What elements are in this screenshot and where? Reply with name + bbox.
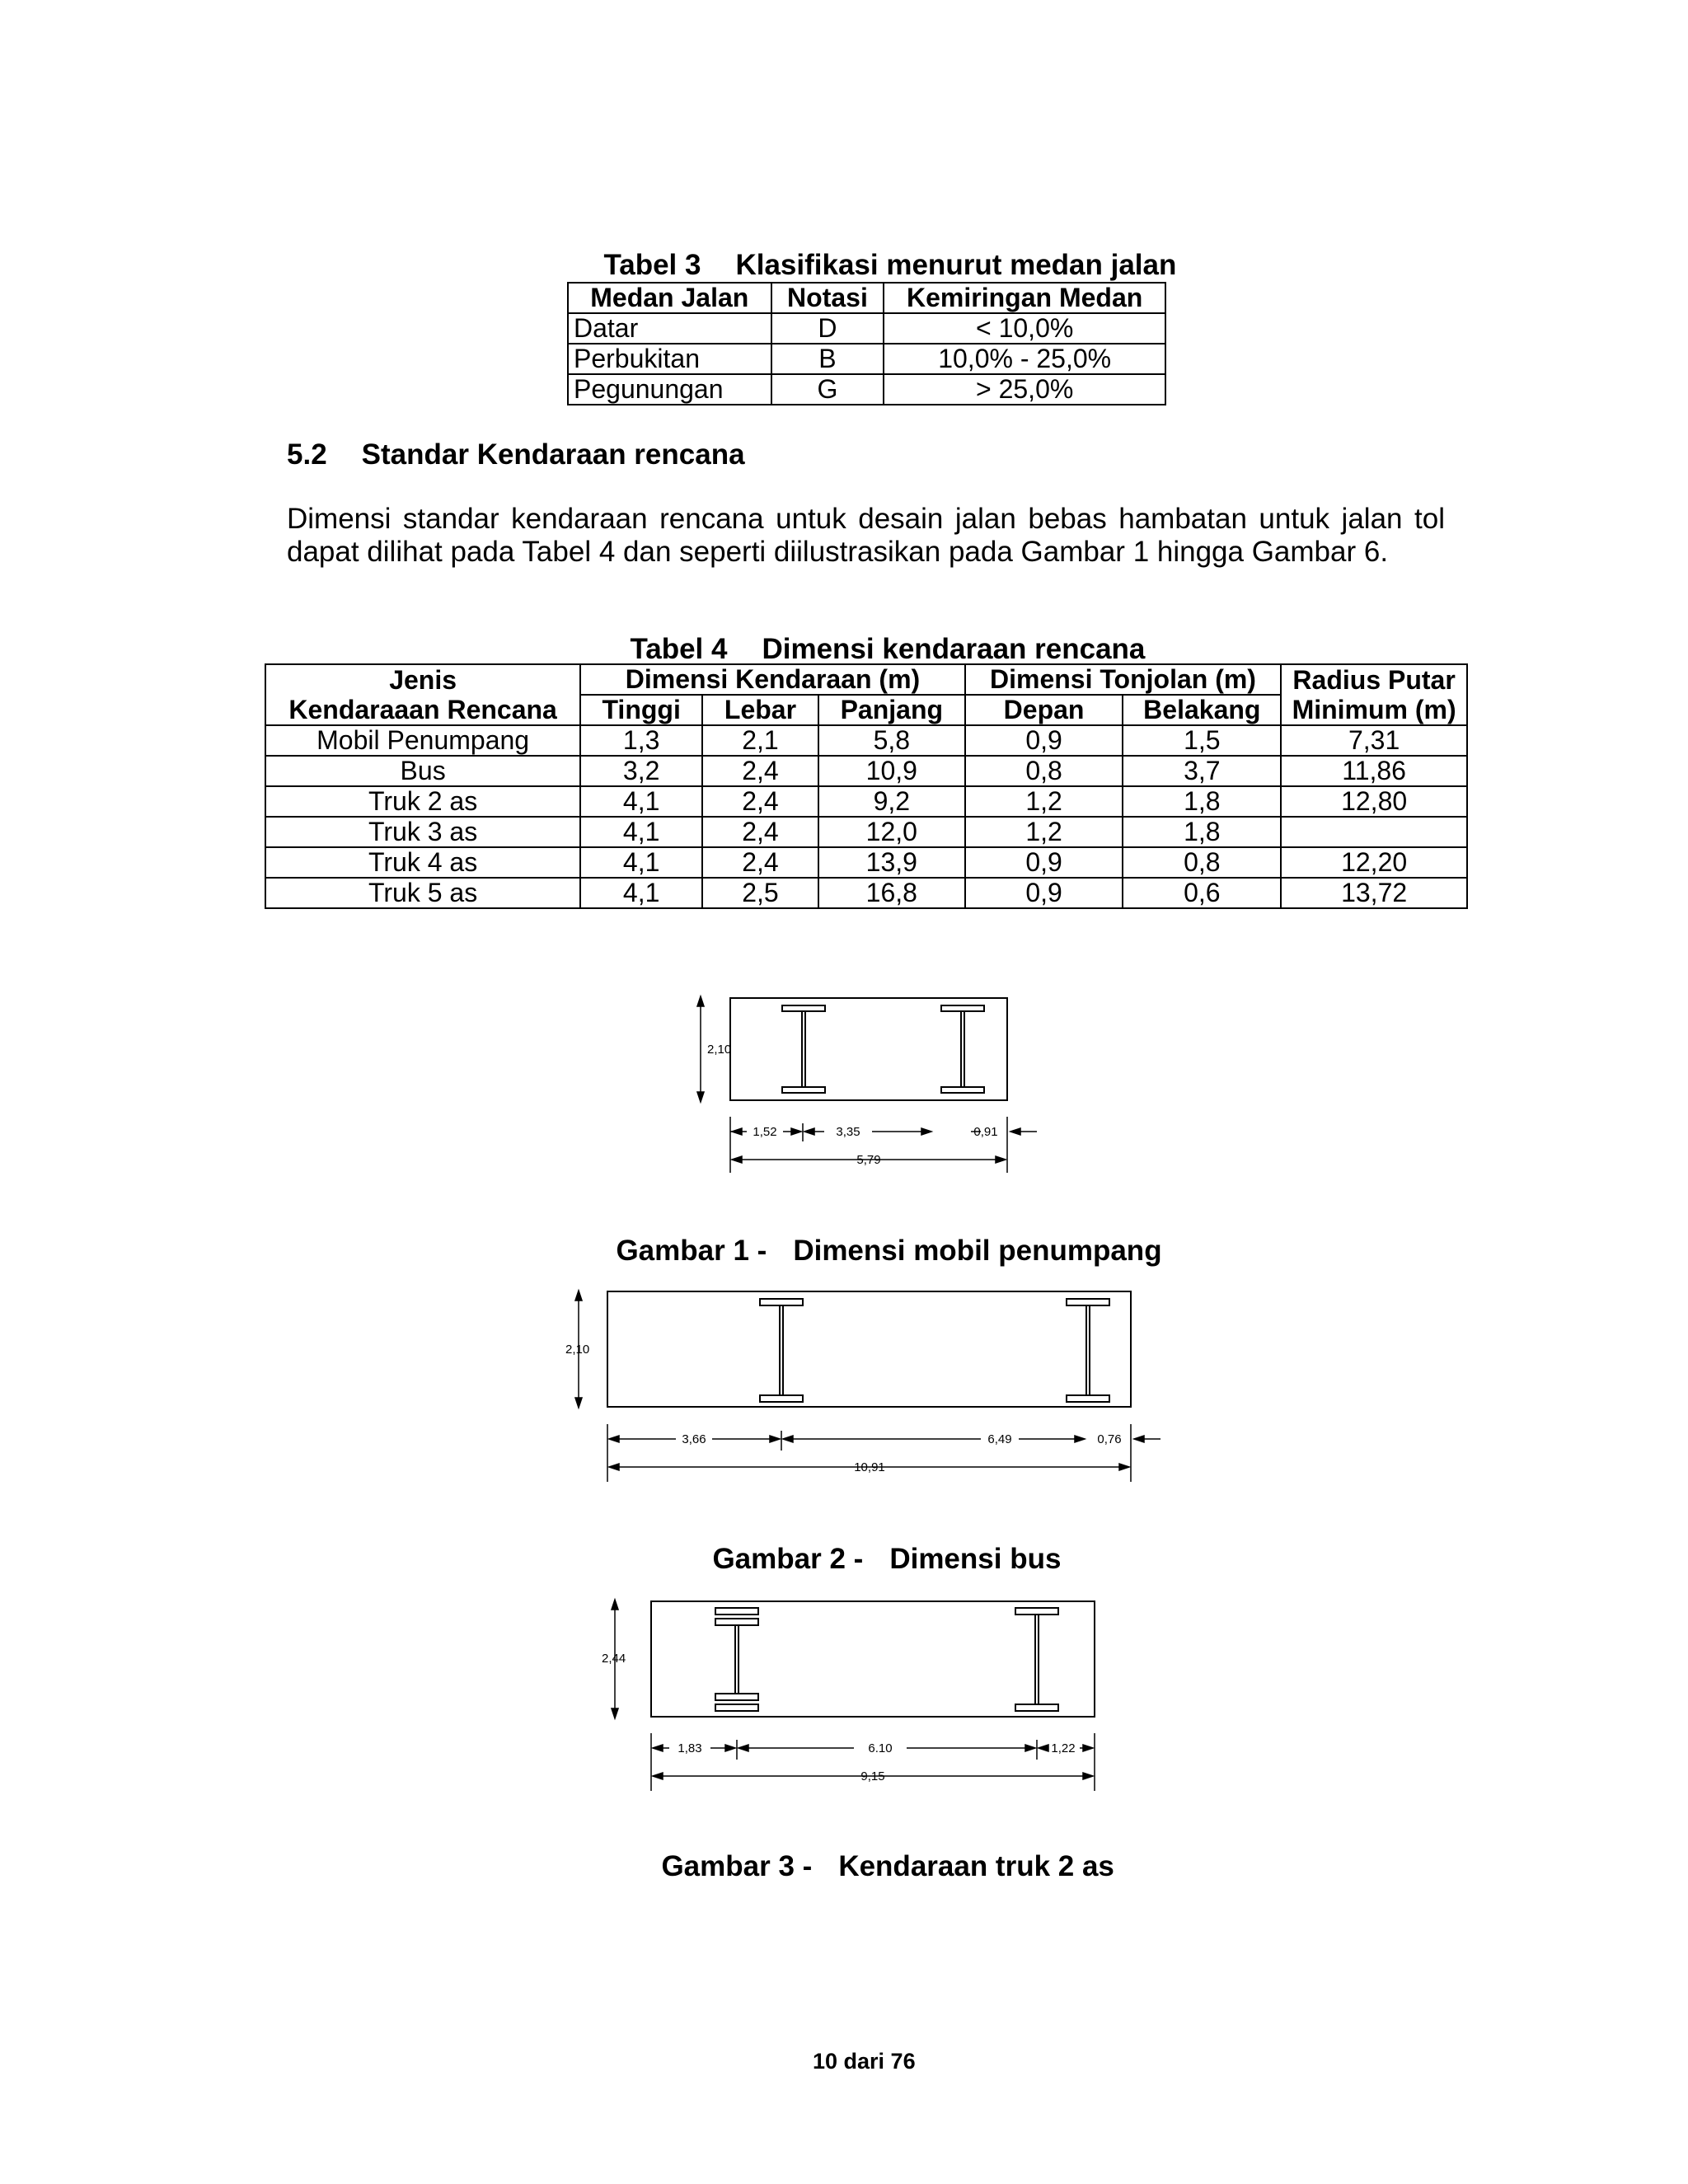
table3-caption-title: Klasifikasi menurut medan jalan (735, 249, 1177, 281)
paragraph-line: dapat dilihat pada Tabel 4 dan seperti diilustrasikan pada Gambar 1 hingga Gambar 6. (287, 536, 1389, 568)
figure3-diagram (593, 1595, 1104, 1801)
wheel (715, 1619, 758, 1625)
table4-cell: 10,9 (818, 756, 965, 786)
table4-body (265, 725, 1467, 908)
table3-cell: Perbukitan (568, 344, 771, 374)
wheel (941, 1005, 984, 1011)
table4-cell: 11,86 (1281, 756, 1467, 786)
table4-cell: 4,1 (580, 817, 702, 847)
figure2-caption (696, 1510, 1061, 1576)
table4-cell: 1,2 (965, 786, 1123, 817)
table4-cell: 0,8 (965, 756, 1123, 786)
wheel (715, 1694, 758, 1700)
table4-cell: 12,80 (1281, 786, 1467, 817)
table4-cell: 13,72 (1281, 878, 1467, 908)
section-title: Standar Kendaraan rencana (361, 438, 745, 471)
fig3-width-label: 2,44 (602, 1652, 626, 1666)
table4-cell: 7,31 (1281, 725, 1467, 756)
table3-header-kemiringan: Kemiringan Medan (884, 283, 1165, 313)
fig1-dim-b: 3,35 (836, 1125, 860, 1139)
figure3-caption (645, 1817, 1114, 1883)
table3-header-row (568, 283, 1165, 313)
table4-caption (614, 600, 1145, 666)
fig1-total: 5,79 (856, 1153, 881, 1167)
table4-cell: 4,1 (580, 878, 702, 908)
wheel (715, 1704, 758, 1711)
figure2-caption-number: Gambar 2 - (712, 1543, 864, 1575)
table4-cell: 13,9 (818, 847, 965, 878)
wheel (941, 1087, 984, 1093)
table4-cell: 2,4 (702, 817, 818, 847)
fig2-dim-a: 3,66 (682, 1432, 706, 1446)
figure3-caption-number: Gambar 3 - (661, 1850, 813, 1882)
table4-cell: Truk 2 as (265, 786, 580, 817)
table-row (568, 374, 1165, 405)
vehicle-outline (607, 1291, 1131, 1407)
fig2-dim-c: 0,76 (1097, 1432, 1122, 1446)
table4-cell: 1,2 (965, 817, 1123, 847)
table4-cell: 4,1 (580, 786, 702, 817)
table4-header-belakang: Belakang (1123, 695, 1281, 725)
table-row (265, 817, 1467, 847)
table3 (567, 282, 1166, 405)
table4-header-radius-2: Minimum (m) (1281, 695, 1467, 725)
table4-header-dimensi-kendaraan: Dimensi Kendaraan (m) (580, 664, 964, 695)
table4-cell: 3,2 (580, 756, 702, 786)
table3-cell: G (771, 374, 884, 405)
table3-header-medan: Medan Jalan (568, 283, 771, 313)
wheel (1067, 1395, 1109, 1402)
paragraph-line: Dimensi standar kendaraan rencana untuk desain jalan bebas hambatan untuk jalan tol (287, 503, 1445, 535)
table4-header-row (265, 664, 1467, 695)
table4-cell: 0,8 (1123, 847, 1281, 878)
table4-cell (1281, 817, 1467, 847)
figure1-caption-title: Dimensi mobil penumpang (793, 1235, 1162, 1267)
table4-caption-title: Dimensi kendaraan rencana (762, 633, 1146, 665)
table4-cell: 2,4 (702, 847, 818, 878)
table-row (568, 344, 1165, 374)
fig3-dim-a: 1,83 (678, 1741, 702, 1755)
table4-header-tinggi: Tinggi (580, 695, 702, 725)
table4-cell: 3,7 (1123, 756, 1281, 786)
table4-header-depan: Depan (965, 695, 1123, 725)
table4-cell: 12,20 (1281, 847, 1467, 878)
table3-cell: Datar (568, 313, 771, 344)
table4-cell: 1,5 (1123, 725, 1281, 756)
table4-cell: 16,8 (818, 878, 965, 908)
wheel (760, 1299, 803, 1305)
fig2-dim-b: 6,49 (987, 1432, 1012, 1446)
fig1-dim-c: 0,91 (973, 1125, 998, 1139)
fig1-dim-a: 1,52 (753, 1125, 777, 1139)
table3-cell: D (771, 313, 884, 344)
table3-cell: < 10,0% (884, 313, 1165, 344)
table-row (265, 786, 1467, 817)
table4-caption-number: Tabel 4 (630, 633, 728, 665)
table4-cell: 5,8 (818, 725, 965, 756)
table4-cell: 0,9 (965, 878, 1123, 908)
page-number: 10 dari 76 (813, 2049, 916, 2074)
wheel (782, 1087, 825, 1093)
wheel (1015, 1608, 1058, 1615)
table-row (265, 756, 1467, 786)
table-row (265, 847, 1467, 878)
vehicle-outline (730, 998, 1007, 1100)
table4-cell: 2,1 (702, 725, 818, 756)
wheel (1015, 1704, 1058, 1711)
table4-header-radius: Radius Putar (1281, 664, 1467, 695)
fig3-dim-b: 6.10 (868, 1741, 893, 1755)
table-row (568, 313, 1165, 344)
table4-cell: 0,9 (965, 847, 1123, 878)
wheel (760, 1395, 803, 1402)
table4-cell: 1,8 (1123, 817, 1281, 847)
table4-cell: 2,5 (702, 878, 818, 908)
table4-cell: Mobil Penumpang (265, 725, 580, 756)
section-paragraph (287, 503, 1445, 569)
table3-cell: Pegunungan (568, 374, 771, 405)
table3-caption-number: Tabel 3 (603, 249, 701, 281)
table4-cell: 2,4 (702, 756, 818, 786)
table4-cell: 1,3 (580, 725, 702, 756)
table4-cell: 2,4 (702, 786, 818, 817)
figure1-diagram (684, 993, 1047, 1179)
table4-cell: Truk 5 as (265, 878, 580, 908)
figure2-diagram (560, 1286, 1170, 1488)
table4-cell: 0,9 (965, 725, 1123, 756)
table3-cell: 10,0% - 25,0% (884, 344, 1165, 374)
table3-cell: B (771, 344, 884, 374)
table4-header-jenis: Jenis (265, 664, 580, 695)
figure1-caption (600, 1202, 1162, 1268)
table4-cell: 12,0 (818, 817, 965, 847)
table-row (265, 725, 1467, 756)
table4 (265, 663, 1468, 909)
table4-cell: Truk 3 as (265, 817, 580, 847)
section-heading (287, 438, 745, 471)
wheel (1067, 1299, 1109, 1305)
fig3-total: 9,15 (860, 1769, 885, 1783)
fig1-width-label: 2,10 (707, 1043, 732, 1057)
wheel (782, 1005, 825, 1011)
fig2-width-label: 2,10 (565, 1343, 590, 1357)
table4-header-dimensi-tonjolan: Dimensi Tonjolan (m) (965, 664, 1282, 695)
table4-header-panjang: Panjang (818, 695, 965, 725)
table4-cell: 0,6 (1123, 878, 1281, 908)
wheel (715, 1608, 758, 1615)
fig2-total: 10,91 (854, 1460, 885, 1474)
table3-cell: > 25,0% (884, 374, 1165, 405)
figure1-caption-number: Gambar 1 - (616, 1235, 767, 1267)
figure3-caption-title: Kendaraan truk 2 as (838, 1850, 1114, 1882)
fig3-dim-c: 1,22 (1051, 1741, 1076, 1755)
table3-caption (588, 216, 1176, 282)
table4-cell: Truk 4 as (265, 847, 580, 878)
table4-cell: Bus (265, 756, 580, 786)
section-number: 5.2 (287, 438, 327, 471)
table4-header-jenis-2: Kendaraaan Rencana (265, 695, 580, 725)
table4-cell: 4,1 (580, 847, 702, 878)
table4-cell: 9,2 (818, 786, 965, 817)
figure2-caption-title: Dimensi bus (889, 1543, 1062, 1575)
table4-subheader-row (265, 695, 1467, 725)
table-row (265, 878, 1467, 908)
table4-header-lebar: Lebar (702, 695, 818, 725)
table3-header-notasi: Notasi (771, 283, 884, 313)
table4-cell: 1,8 (1123, 786, 1281, 817)
